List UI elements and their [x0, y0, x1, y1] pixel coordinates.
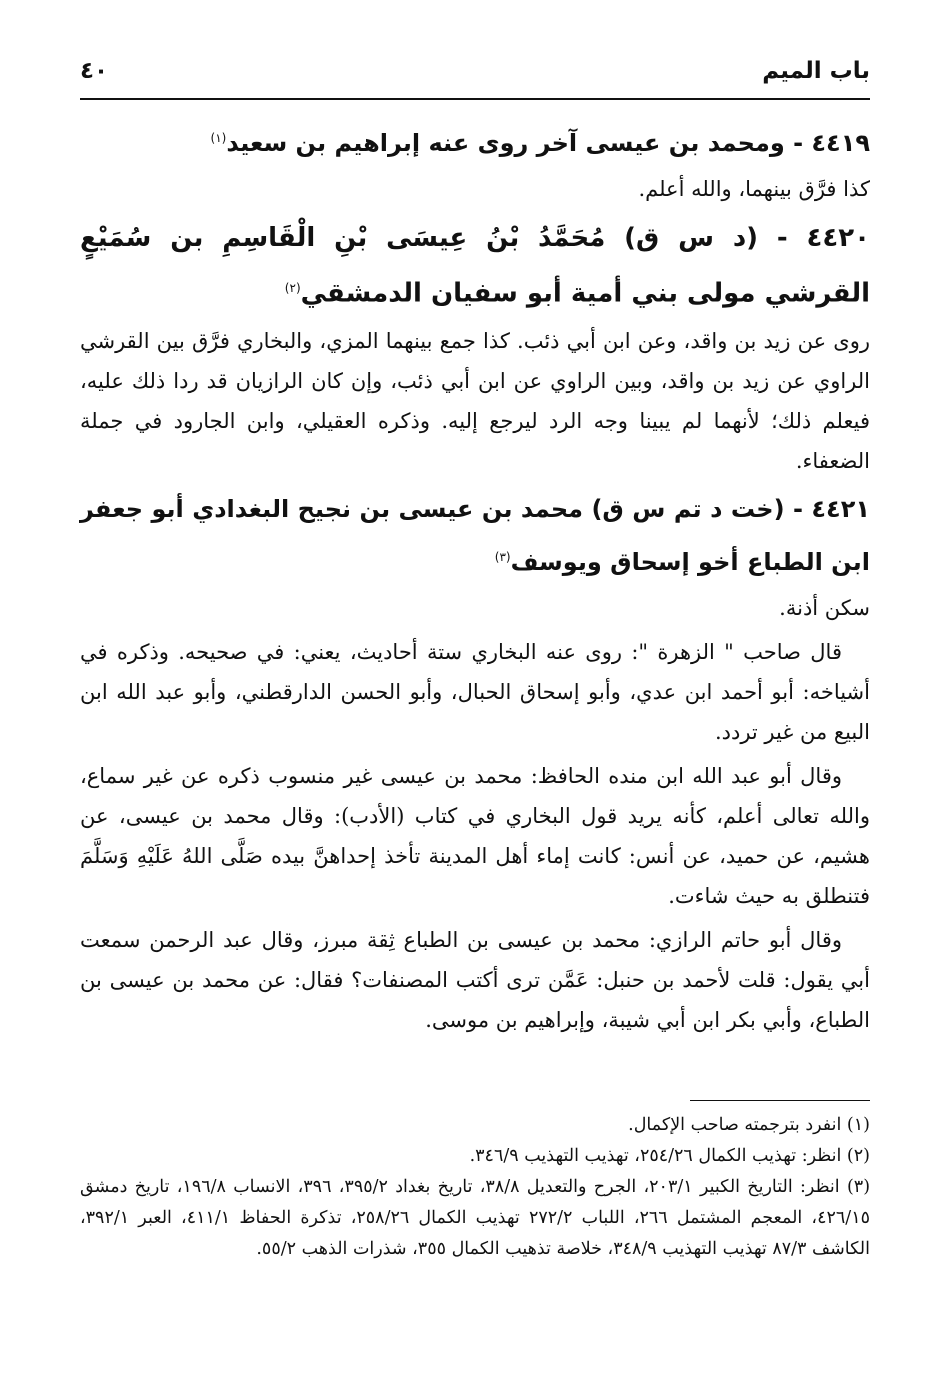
entry-paragraph: وقال أبو عبد الله ابن منده الحافظ: محمد بن عيسى غير منسوب ذكره عن غير سماع، والله تعالى أعلم، كأنه يريد قول البخاري في كتاب (الأدب): وقال محمد بن عيسى، عن هشيم، عن حميد، عن أنس: كانت إماء أهل المدينة تأخذ إحداهنَّ بيده صَلَّى اللهُ عَلَيْهِ وَسَلَّمَ فتنطلق به حيث شاءت.	[80, 763, 870, 908]
entry-4419	[80, 114, 870, 209]
entry-paragraph: كذا فرَّق بينهما، والله أعلم.	[638, 177, 870, 201]
page-number: ٤٠	[80, 58, 109, 84]
entry-heading: ٤٤٢٠ - (د س ق) مُحَمَّدُ بْنُ عِيسَى بْنِ الْقَاسِمِ بن سُمَيْعٍ القرشي مولى بني أمية أبو سفيان الدمشقي$^{(٢)}$	[80, 223, 870, 309]
entry-heading: ٤٤١٩ - ومحمد بن عيسى آخر روى عنه إبراهيم بن سعيد$^{(١)}$	[210, 129, 870, 157]
entry-paragraph: سكن أذنة.	[779, 595, 870, 620]
footnote-2: (٢) انظر: تهذيب الكمال ٢٥٤/٢٦، تهذيب التهذيب ٣٤٦/٩.	[469, 1146, 870, 1166]
book-page	[80, 52, 870, 1352]
page-content	[80, 114, 870, 1040]
entry-paragraph: وقال أبو حاتم الرازي: محمد بن عيسى بن الطباع ثِقة مبرز، وقال عبد الرحمن سمعت أبي يقول: قلت لأحمد بن حنبل: عَمَّن ترى أكتب المصنفات؟ فقال: عن محمد بن عيسى بن الطباع، وأبي بكر ابن أبي شيبة، وإبراهيم بن موسى.	[80, 927, 870, 1032]
footnotes-section	[80, 1110, 870, 1265]
entry-4420	[80, 213, 870, 481]
footnote-divider	[690, 1100, 870, 1101]
entry-paragraph: روى عن زيد بن واقد، وعن ابن أبي ذئب. كذا جمع بينهما المزي، والبخاري فرَّق بين القرشي الراوي عن زيد بن واقد، وبين الراوي عن ابن أبي ذئب، وإن كان الرازيان قد ردا ذلك عليه، فيعلم ذلك؛ لأنهما لم يبينا وجه الرد ليرجع إليه. وذكره العقيلي، وابن الجارود في جملة الضعفاء.	[80, 328, 870, 473]
footnote-reference: (٢)	[284, 281, 301, 295]
footnote-reference: (٣)	[494, 549, 511, 564]
chapter-title: باب الميم	[762, 58, 870, 84]
page-header	[80, 52, 870, 100]
footnote-1: (١) انفرد بترجمته صاحب الإكمال.	[628, 1115, 870, 1135]
entry-4421	[80, 485, 870, 1040]
entry-paragraph: قال صاحب " الزهرة ": روى عنه البخاري ستة أحاديث، يعني: في صحيحه. وذكره في أشياخه: أبو أحمد ابن عدي، وأبو إسحاق الحبال، وأبو الحسن الدارقطني، وأبو عبد الله ابن البيع من غير تردد.	[80, 639, 870, 744]
entry-heading: ٤٤٢١ - (خت د تم س ق) محمد بن عيسى بن نجيح البغدادي أبو جعفر ابن الطباع أخو إسحاق ويوسف$^{(٣)}$	[80, 494, 870, 576]
footnote-3: (٣) انظر: التاريخ الكبير ٢٠٣/١، الجرح والتعديل ٣٨/٨، تاريخ بغداد ٣٩٥/٢، ٣٩٦، الانساب ١٩٦/٨، تاريخ دمشق ٤٢٦/١٥، المعجم المشتمل ٢٦٦، اللباب ٢٧٢/٢ تهذيب الكمال ٢٥٨/٢٦، تذكرة الحفاظ ٤١١/١، العبر ٣٩٢/١، الكاشف ٨٧/٣ تهذيب التهذيب ٣٤٨/٩، خلاصة تذهيب الكمال ٣٥٥، شذرات الذهب ٥٥/٢.	[80, 1177, 871, 1259]
footnote-reference: (١)	[210, 131, 227, 145]
